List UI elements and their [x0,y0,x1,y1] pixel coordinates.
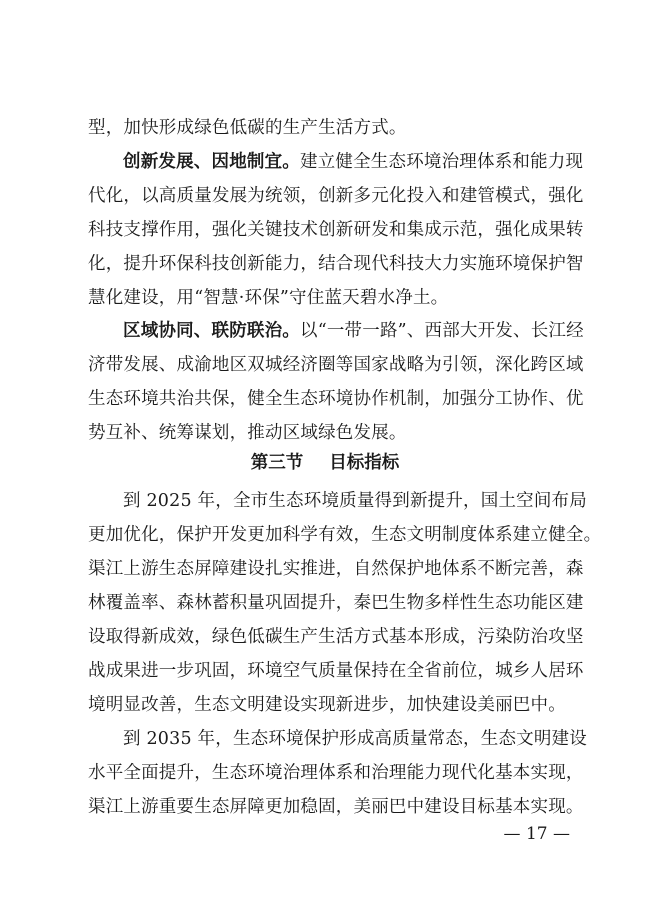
paragraph-first-line: 到 2025 年，全市生态环境质量得到新提升，国土空间布局 [123,491,587,511]
paragraph-line: 更加优化，保护开发更加科学有效，生态文明制度体系建立健全。 [88,525,602,545]
paragraph-line: 代化，以高质量发展为统领，创新多元化投入和建管模式，强化 [88,186,584,206]
section-heading [0,453,650,473]
paragraph-line: 水平全面提升，生态环境治理体系和治理能力现代化基本实现， [88,763,584,783]
section-number: 第三节 [250,453,304,473]
paragraph-line-text: 以“一带一路”、西部大开发、长江经 [300,321,584,341]
paragraph-first-line: 到 2035 年，生态环境保护形成高质量常态，生态文明建设 [123,729,587,749]
paragraph-line: 型，加快形成绿色低碳的生产生活方式。 [88,118,407,138]
paragraph-line-text: 建立健全生态环境治理体系和能力现 [300,152,584,172]
paragraph-line: 渠江上游生态屏障建设扎实推进，自然保护地体系不断完善，森 [88,559,584,579]
paragraph-lead-heading: 创新发展、因地制宜。 [123,152,300,172]
paragraph-line: 设取得新成效，绿色低碳生产生活方式基本形成，污染防治攻坚 [88,627,584,647]
section-title: 目标指标 [329,453,400,473]
paragraph-line: 化，提升环保科技创新能力，结合现代科技大力实施环境保护智 [88,254,584,274]
paragraph-line: 科技支撑作用，强化关键技术创新研发和集成示范，强化成果转 [88,220,584,240]
paragraph-line: 生态环境共治共保，健全生态环境协作机制，加强分工协作、优 [88,389,584,409]
paragraph-lead-heading: 区域协同、联防联治。 [123,321,300,341]
paragraph-line: 林覆盖率、森林蓄积量巩固提升，秦巴生物多样性生态功能区建 [88,593,584,613]
page-number: — 17 — [503,824,570,844]
paragraph-line: 境明显改善，生态文明建设实现新进步，加快建设美丽巴中。 [88,695,566,715]
paragraph-first-line [123,321,584,341]
paragraph-line: 慧化建设，用“智慧·环保”守住蓝天碧水净土。 [88,288,449,308]
paragraph-line: 济带发展、成渝地区双城经济圈等国家战略为引领，深化跨区域 [88,355,584,375]
paragraph-line: 势互补、统筹谋划，推动区域绿色发展。 [88,423,407,443]
paragraph-first-line [123,152,584,172]
paragraph-line: 渠江上游重要生态屏障更加稳固，美丽巴中建设目标基本实现。 [88,797,584,817]
paragraph-line: 战成果进一步巩固，环境空气质量保持在全省前位，城乡人居环 [88,661,584,681]
